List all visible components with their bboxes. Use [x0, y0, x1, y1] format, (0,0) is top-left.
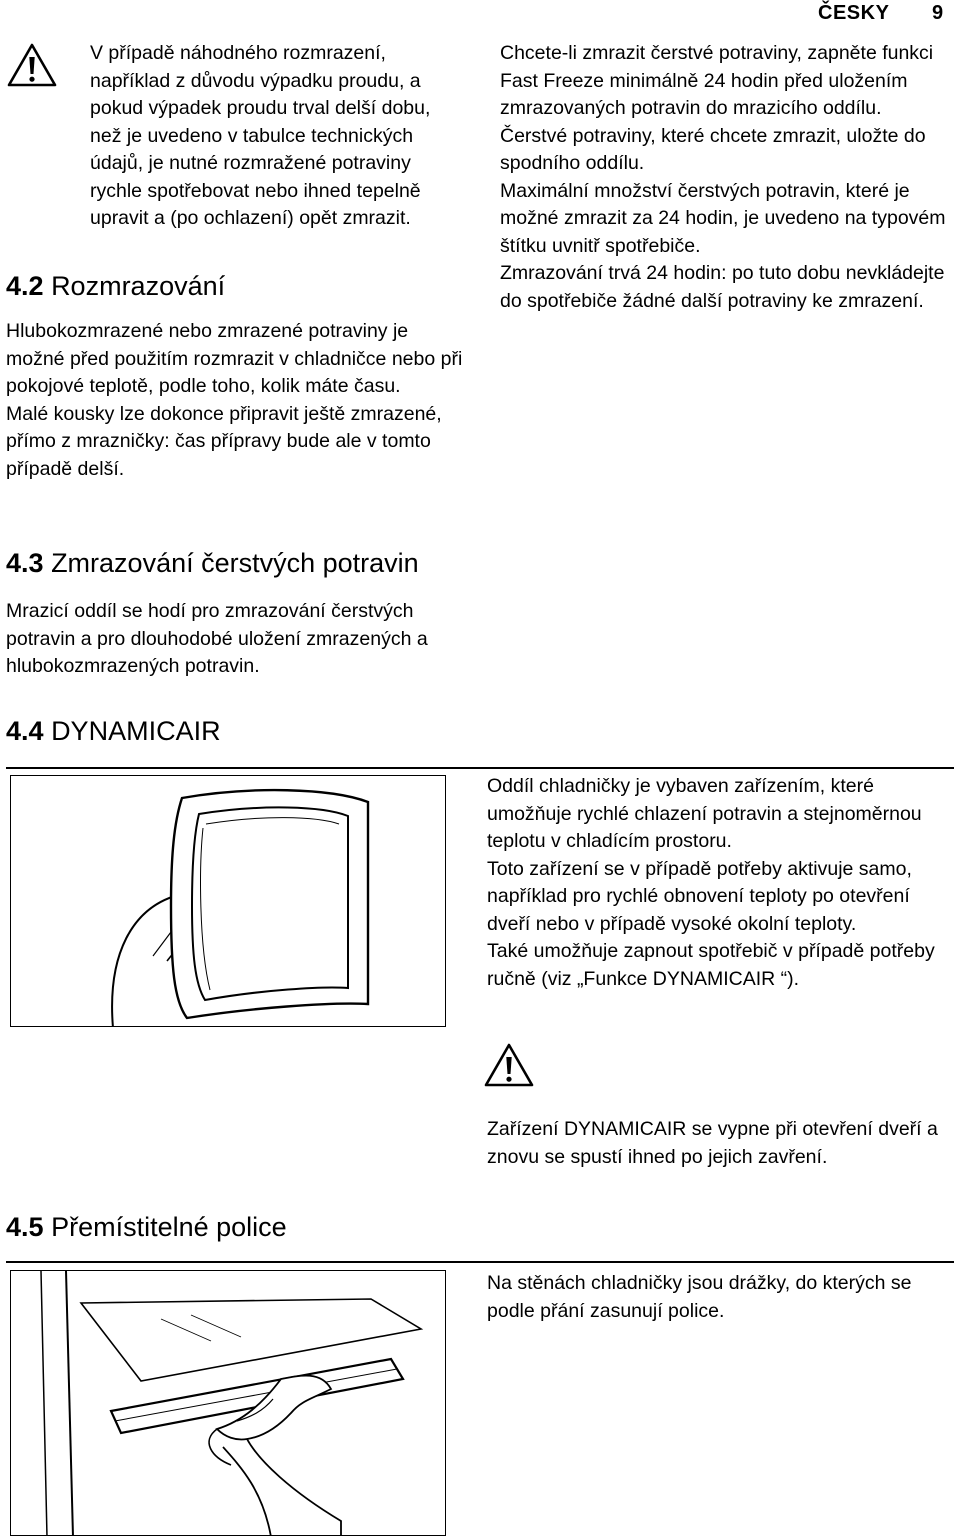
section-number: 4.5	[6, 1212, 44, 1242]
section-number: 4.4	[6, 716, 44, 746]
page-number: 9	[932, 2, 944, 24]
dynamicair-fan-illustration	[10, 775, 446, 1027]
paragraph: Malé kousky lze dokonce připravit ještě zmrazené, přímo z mrazničky: čas přípravy bude ale v tomto případě delší.	[6, 402, 442, 480]
section-4-2-heading	[6, 270, 225, 302]
section-4-2-body	[6, 318, 468, 483]
section-title: Rozmrazování	[51, 271, 226, 301]
section-divider	[6, 1261, 954, 1263]
paragraph: Čerstvé potraviny, které chcete zmrazit, uložte do spodního oddílu.	[500, 124, 926, 174]
paragraph: Chcete-li zmrazit čerstvé potraviny, zapněte funkci Fast Freeze minimálně 24 hodin před uložením zmrazovaných potravin do mrazicího oddílu.	[500, 42, 934, 119]
warning-triangle-icon	[6, 42, 58, 88]
right-column-top-body	[500, 40, 952, 315]
section-title: Zmrazování čerstvých potravin	[51, 548, 419, 578]
section-title: DYNAMICAIR	[51, 716, 221, 746]
shelf-insert-illustration	[10, 1270, 446, 1536]
header-language: ČESKY	[818, 2, 890, 24]
section-number: 4.2	[6, 271, 44, 301]
paragraph: Oddíl chladničky je vybaven zařízením, které umožňuje rychlé chlazení potravin a stejnoměrnou teplotu v chladícím prostoru.	[487, 775, 922, 852]
section-4-3-body	[6, 598, 468, 681]
warning-top-text: V případě náhodného rozmrazení, například z důvodu výpadku proudu, a pokud výpadek proudu trval delší dobu, než je uvedeno v tabulce technických údajů, je nutné rozmražené potraviny rychle spotřebovat nebo ihned tepelně upravit a (po ochlazení) opět zmrazit.	[90, 42, 431, 229]
section-title: Přemístitelné police	[51, 1212, 287, 1242]
paragraph: Mrazicí oddíl se hodí pro zmrazování čerstvých potravin a pro dlouhodobé uložení zmrazených a hlubokozmrazených potravin.	[6, 600, 428, 677]
section-4-3-heading	[6, 547, 419, 579]
section-4-4-body	[487, 773, 947, 993]
paragraph: Hlubokozmrazené nebo zmrazené potraviny je možné před použitím rozmrazit v chladničce nebo při pokojové teplotě, podle toho, kolik máte času.	[6, 320, 463, 397]
paragraph: Na stěnách chladničky jsou drážky, do kterých se podle přání zasunují police.	[487, 1272, 912, 1322]
paragraph: Také umožňuje zapnout spotřebič v případě potřeby ručně (viz „Funkce DYNAMICAIR “).	[487, 940, 935, 990]
section-4-4-warning-text: Zařízení DYNAMICAIR se vypne při otevření dveří a znovu se spustí ihned po jejich zavření.	[487, 1118, 938, 1168]
section-4-5-heading	[6, 1211, 287, 1243]
warning-triangle-icon	[483, 1042, 535, 1088]
section-number: 4.3	[6, 548, 44, 578]
paragraph: Toto zařízení se v případě potřeby aktivuje samo, například pro rychlé obnovení teploty po otevření dveří nebo v případě vysoké okolní teploty.	[487, 857, 912, 935]
paragraph: Maximální množství čerstvých potravin, které je možné zmrazit za 24 hodin, je uvedeno na typovém štítku uvnitř spotřebiče.	[500, 179, 946, 257]
section-4-4-heading	[6, 715, 221, 747]
section-4-5-body	[487, 1270, 947, 1325]
paragraph: Zmrazování trvá 24 hodin: po tuto dobu nevkládejte do spotřebiče žádné další potraviny ke zmrazení.	[500, 262, 945, 312]
section-divider	[6, 767, 954, 769]
